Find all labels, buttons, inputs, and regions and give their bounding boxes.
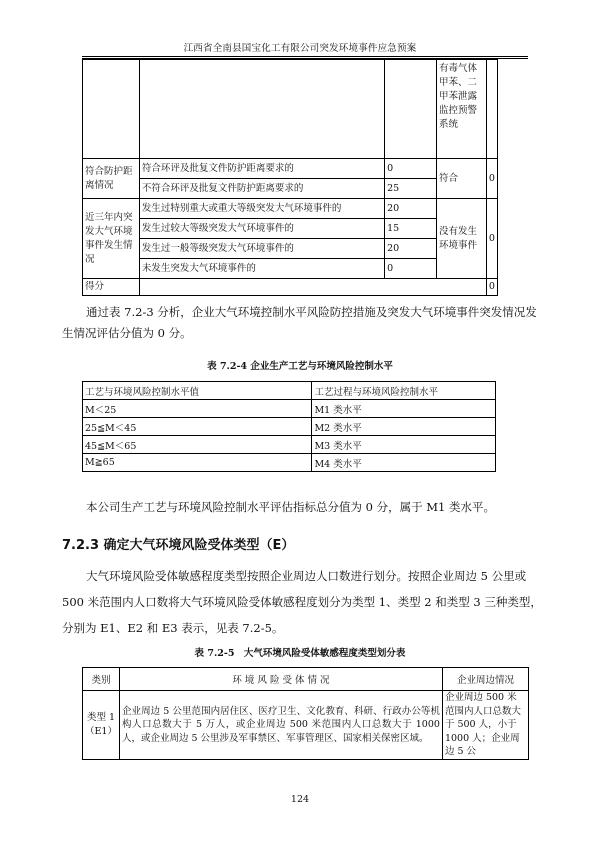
status-cell: 符合 xyxy=(437,159,487,199)
receptor-type-table xyxy=(82,667,529,760)
section-heading: 7.2.3 确定大气环境风险受体类型（E） xyxy=(62,538,295,553)
value-cell: 0 xyxy=(486,199,497,279)
table-row xyxy=(83,382,496,400)
table-row: M≧65 M4 类水平 xyxy=(83,454,496,472)
table-row: 未发生突发大气环境事件的 0 xyxy=(83,259,498,279)
table-caption: 表 7.2-4 企业生产工艺与环境风险控制水平 xyxy=(207,361,393,372)
table-row xyxy=(83,668,529,691)
paragraph-3-line-1: 大气环境风险受体敏感程度类型按照企业周边人口数进行划分。按照企业周边 5 公里或 xyxy=(86,569,527,583)
surroundings-cell: 企业周边 500 米范围内人口总数大于 500 人，小于 1000 人；企业周边 5 公 xyxy=(442,691,528,760)
paragraph-2: 本公司生产工艺与环境风险控制水平评估指标总分值为 0 分，属于 M1 类水平。 xyxy=(86,500,496,514)
paragraph-3-line-2: 500 米范围内人口数将大气环境风险受体敏感程度划分为类型 1、类型 2 和类型 3 三种类型， xyxy=(62,595,542,609)
table-row xyxy=(83,60,498,159)
value-cell: 0 xyxy=(486,159,497,199)
page-number: 124 xyxy=(290,794,310,805)
column-header: 企业周边情况 xyxy=(442,668,528,691)
risk-scoring-table xyxy=(82,59,498,296)
header-rule xyxy=(82,56,528,57)
total-value: 0 xyxy=(486,279,497,296)
column-header: 工艺与环境风险控制水平值 xyxy=(83,382,312,400)
description-cell: 企业周边 5 公里范围内居住区、医疗卫生、文化教育、科研、行政办公等机构人口总数大于 5 万人，或企业周边 500 米范围内人口总数大于 1000 人，或企业周边 5 公里涉及军事禁区、军事管理区、国家相关保密区域。 xyxy=(119,691,442,760)
table-row: 发生过一般等级突发大气环境事件的 20 xyxy=(83,239,498,259)
table-row: M＜25 M1 类水平 xyxy=(83,400,496,418)
table-caption: 表 7.2-5 大气环境风险受体敏感程度类型划分表 xyxy=(194,648,406,659)
control-level-table xyxy=(82,381,496,472)
table-row: 25≦M＜45 M2 类水平 xyxy=(83,418,496,436)
group-label: 符合防护距离情况 xyxy=(83,159,140,199)
column-header: 工艺过程与环境风险控制水平 xyxy=(312,382,496,400)
type-cell: 类型 1（E1） xyxy=(83,691,120,760)
group-label: 近三年内突发大气环境事件发生情况 xyxy=(83,199,140,279)
table-row: 近三年内突发大气环境事件发生情况 发生过特别重大或重大等级突发大气环境事件的 20 没有发生环境事件 0 xyxy=(83,199,498,219)
table-row xyxy=(83,279,498,296)
column-header: 类别 xyxy=(83,668,120,691)
table-row: 符合防护距离情况 符合环评及批复文件防护距离要求的 0 符合 0 xyxy=(83,159,498,179)
table-row: 发生过较大等级突发大气环境事件的 15 xyxy=(83,219,498,239)
column-header: 环 境 风 险 受 体 情 况 xyxy=(119,668,442,691)
table-row xyxy=(83,691,529,760)
page-header: 江西省全南县国宝化工有限公司突发环境事件应急预案 xyxy=(183,43,417,54)
paragraph-3-line-3: 分别为 E1、E2 和 E3 表示，见表 7.2-5。 xyxy=(62,621,284,635)
monitoring-cell: 有毒气体甲苯、二甲苯泄露监控预警系统 xyxy=(437,60,487,159)
paragraph-1: 通过表 7.2-3 分析，企业大气环境控制水平风险防控措施及突发大气环境事件突发情况发生情况评估分值为 0 分。 xyxy=(62,305,537,340)
status-cell: 没有发生环境事件 xyxy=(437,199,487,279)
total-label: 得分 xyxy=(83,279,140,296)
table-row: 45≦M＜65 M3 类水平 xyxy=(83,436,496,454)
table-row: 不符合环评及批复文件防护距离要求的 25 xyxy=(83,179,498,199)
